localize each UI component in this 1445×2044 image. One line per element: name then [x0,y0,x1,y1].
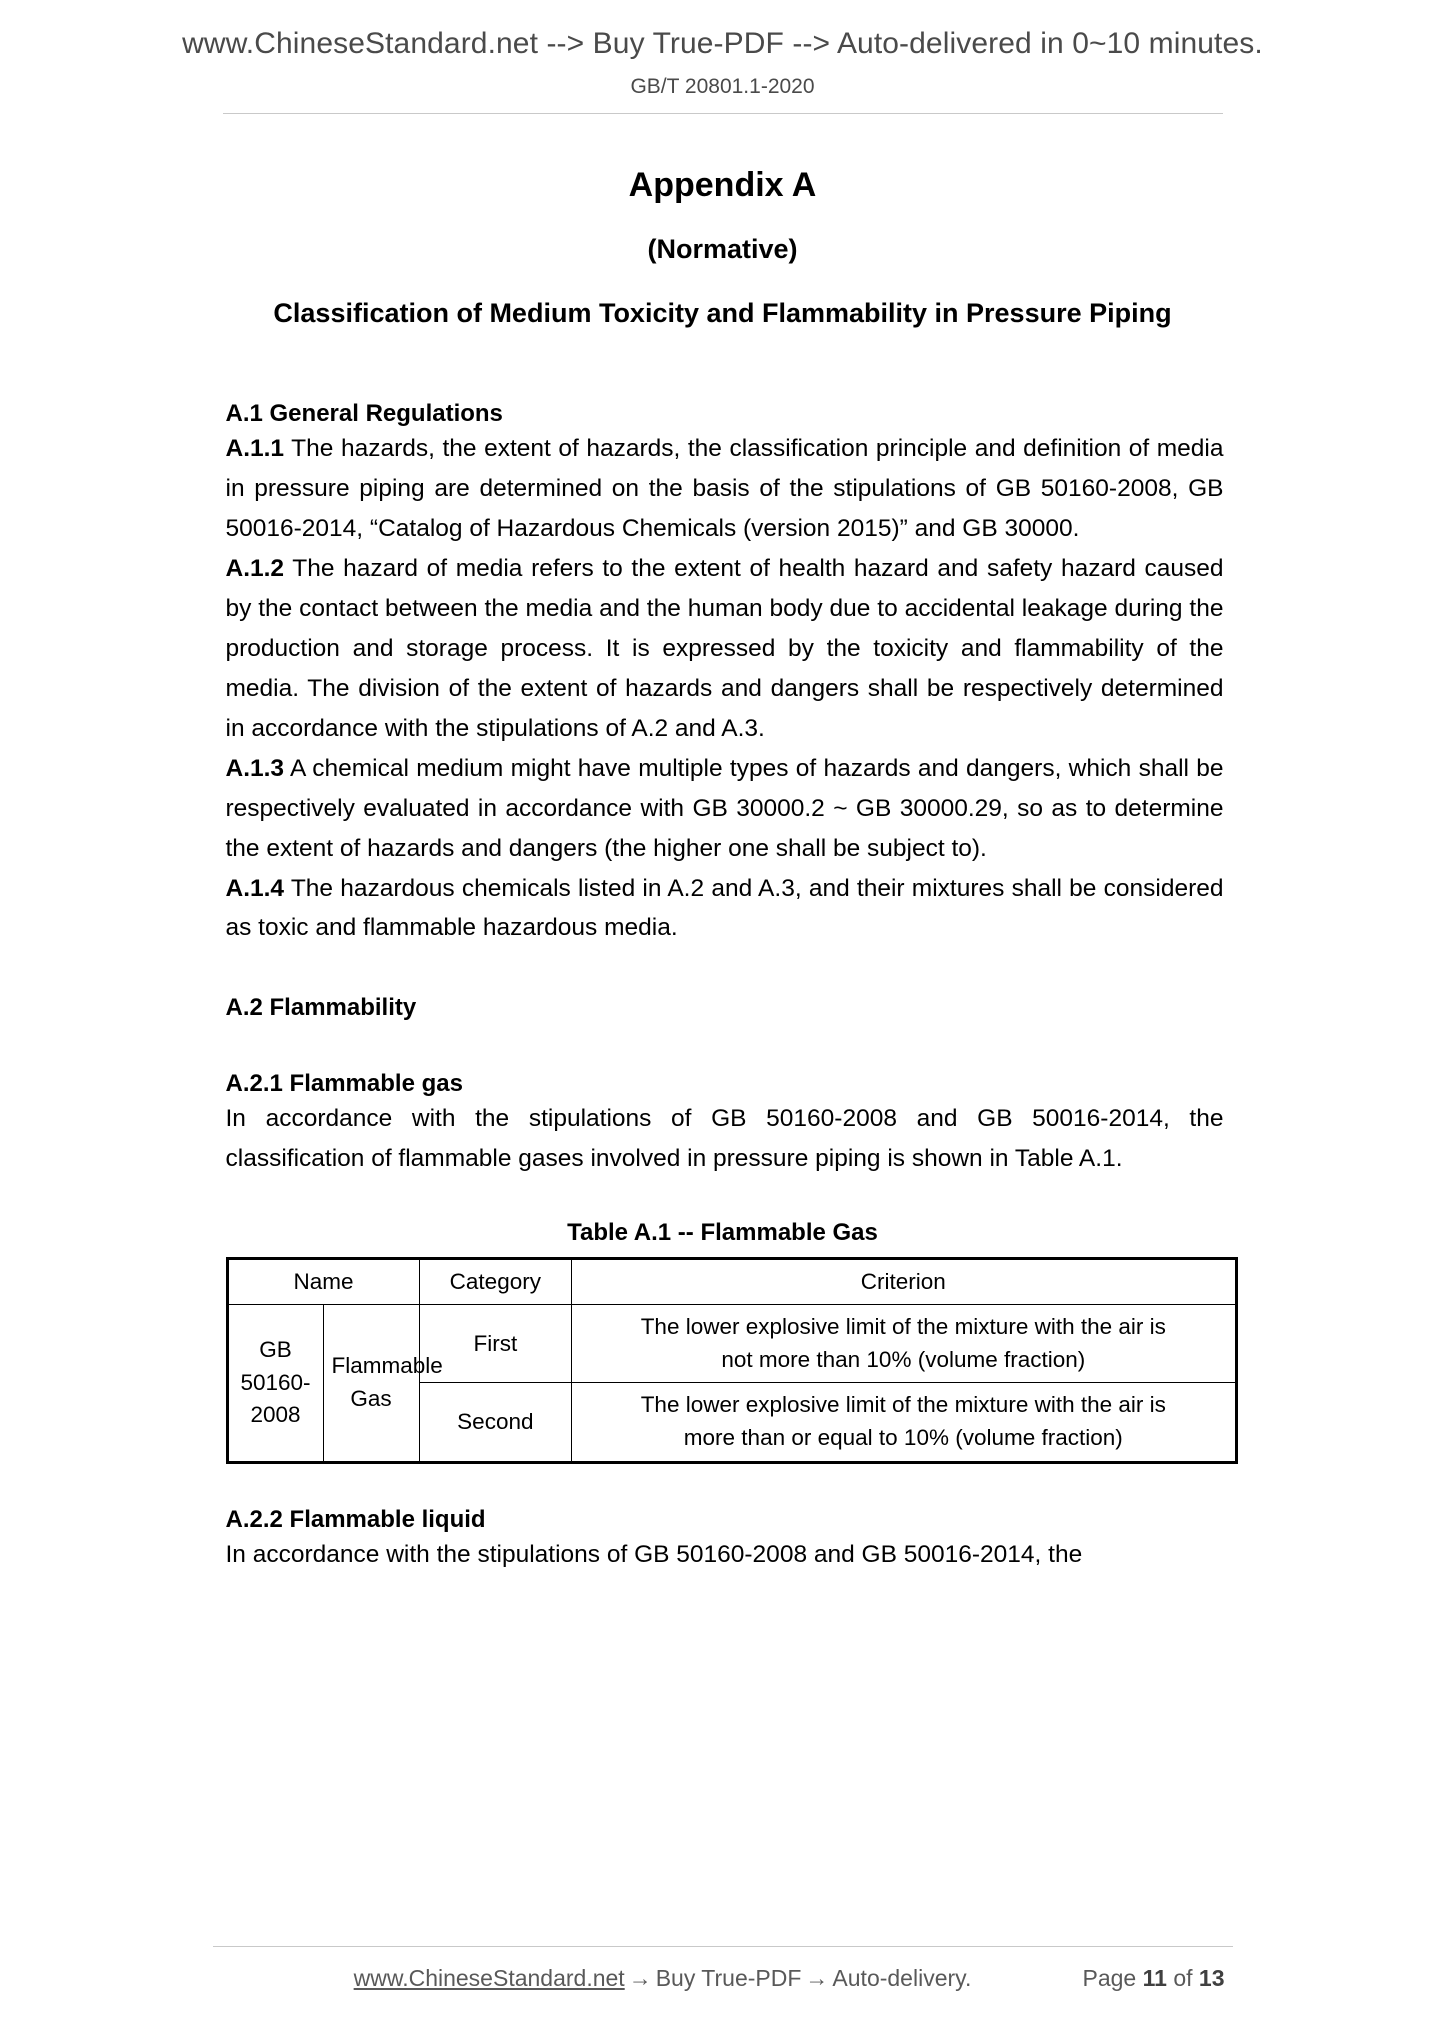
paragraph-a2-2: In accordance with the stipulations of GB 50160-2008 and GB 50016-2014, the [225,1540,1083,1568]
footer-divider [213,1946,1233,1947]
paragraph-a1-4-label: A.1.4 [225,874,285,902]
document-content [218,336,1228,1575]
paragraph-a1-3 [226,749,1228,869]
paragraph-a1-3-text: A chemical medium might have multiple types of hazards and dangers, which shall be respectively evaluated in accordance with GB 30000.2 ~ GB 30000.29, so as to determine the extent of hazards and dangers (the higher one shall be subject to). [225,754,1224,862]
paragraph-a1-4-text: The hazardous chemicals listed in A.2 and A.3, and their mixtures shall be considered as toxic and flammable hazardous media. [225,874,1224,942]
page-header [0,0,1445,114]
table-cell-name-type [323,1305,443,1463]
paragraph-a1-1-text: The hazards, the extent of hazards, the classification principle and definition of media in pressure piping are determined on the basis of the stipulations of GB 50160-2008, GB 50016-2014, “Catalog of Hazardous Chemicals (version 2015)” and GB 30000. [225,435,1224,543]
criterion-first-line1: The lower explosive limit of the mixture with the air is [640,1314,1166,1340]
page-footer [0,1946,1445,1992]
paragraph-a1-2-text: The hazard of media refers to the extent of health hazard and safety hazard caused by the contact between the media and the human body due to accidental leakage during the production and storage process. It is expressed by the toxicity and flammability of the media. The division of the extent of hazards and dangers shall be respectively determined in accordance with the stipulations of A.2 and A.3. [225,555,1224,742]
of-word: of [1173,1965,1193,1991]
footer-site-link[interactable]: www.ChineseStandard.net [353,1965,625,1991]
table-header-criterion: Criterion [572,1258,1236,1305]
flammable-gas-table [226,1257,1238,1464]
section-heading-a2-1: A.2.1 Flammable gas [225,1069,463,1097]
page-indicator [1083,1965,1233,1992]
header-promo-text: www.ChineseStandard.net --> Buy True-PDF --> Auto-delivered in 0~10 minutes. [182,27,1263,60]
footer-buy-text: Buy True-PDF [655,1965,802,1991]
table-cell-name-standard [227,1305,323,1463]
paragraph-a1-3-label: A.1.3 [225,754,285,782]
name-standard-line2: 2008 [250,1402,301,1428]
table-cell-criterion-first [572,1305,1236,1383]
title-description: Classification of Medium Toxicity and Flammability in Pressure Piping [273,298,1172,329]
arrow-right-icon: → [628,1965,652,1991]
footer-row [213,1965,1233,1992]
header-standard-code: GB/T 20801.1-2020 [630,75,815,98]
title-normative-label: (Normative) [647,233,798,264]
name-standard-line1: GB 50160- [240,1337,311,1395]
paragraph-a1-2 [226,549,1228,749]
page-total: 13 [1198,1965,1225,1991]
table-cell-category-second: Second [419,1383,572,1462]
criterion-first-line2: not more than 10% (volume fraction) [721,1346,1086,1372]
section-heading-a2-2: A.2.2 Flammable liquid [225,1505,486,1533]
paragraph-a1-2-label: A.1.2 [225,555,285,583]
criterion-second-line1: The lower explosive limit of the mixture with the air is [640,1392,1166,1418]
table-cell-category-first: First [419,1305,572,1383]
footer-promo [213,1965,1083,1992]
table-header-name: Name [227,1258,419,1305]
header-divider [223,113,1223,114]
appendix-title-block [0,164,1445,336]
table-caption: Table A.1 -- Flammable Gas [567,1218,878,1246]
name-type-line2: Gas [350,1385,392,1411]
paragraph-a2-1: In accordance with the stipulations of GB 50160-2008 and GB 50016-2014, the classification of flammable gases involved in pressure piping is shown in Table A.1. [225,1104,1224,1172]
name-type-line1: Flammable [331,1353,443,1379]
table-header-row [227,1258,1236,1305]
table-cell-criterion-second [572,1383,1236,1462]
table-header-category: Category [419,1258,572,1305]
paragraph-a1-4 [226,869,1228,949]
section-heading-a2: A.2 Flammability [225,994,417,1022]
page-word: Page [1082,1965,1137,1991]
section-heading-a1: A.1 General Regulations [225,400,503,428]
table-row [227,1305,1236,1383]
paragraph-a1-1-label: A.1.1 [225,435,285,463]
page-title: Appendix A [628,166,817,205]
page-number: 11 [1142,1965,1167,1991]
arrow-right-icon: → [805,1965,829,1991]
footer-delivery-text: Auto-delivery. [832,1965,972,1991]
paragraph-a1-1 [226,429,1228,549]
criterion-second-line2: more than or equal to 10% (volume fraction) [683,1425,1123,1451]
